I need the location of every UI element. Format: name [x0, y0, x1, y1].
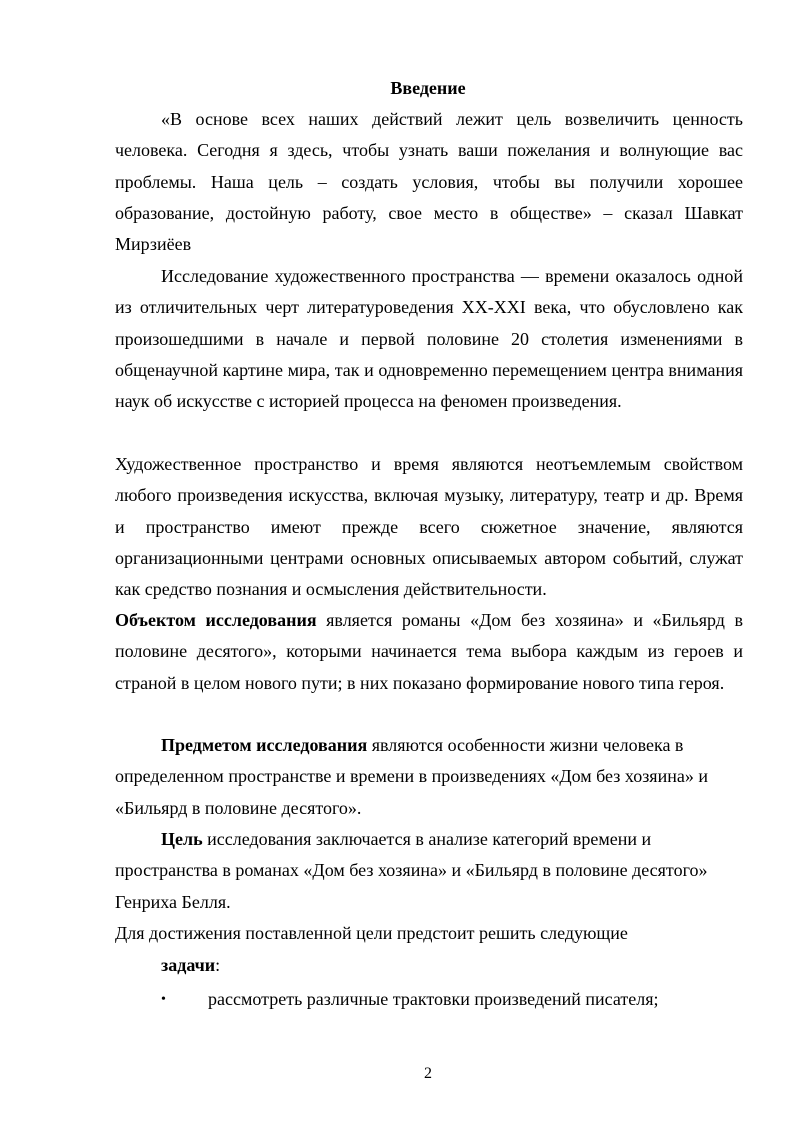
subject-paragraph: [115, 730, 743, 824]
tasks-colon: :: [215, 955, 221, 975]
tasks-label: задачи: [161, 955, 216, 975]
page-title: Введение: [390, 78, 466, 98]
intro-quote-paragraph: «В основе всех наших действий лежит цель возвеличить ценность человека. Сегодня я здесь, чтобы узнать ваши пожелания и волнующие вас проблемы. Наша цель – создать условия, чтобы вы получили хорошее образование, достойную работу, свое место в обществе» – сказал Шавкат Мирзиёев: [115, 109, 743, 255]
subject-label: Предметом исследования: [161, 735, 368, 755]
subject-text: являются особенности жизни человека в определенном пространстве и времени в произведениях «Дом без хозяина» и «Бильярд в половине десятого».: [115, 735, 708, 818]
object-label: Объектом исследования: [115, 610, 317, 630]
goal-label: Цель: [161, 829, 203, 849]
page-number: 2: [424, 1065, 432, 1082]
tasks-heading: [115, 950, 743, 981]
goal-paragraph: [115, 824, 743, 918]
goal-text: исследования заключается в анализе категорий времени и пространства в романах «Дом без хозяина» и «Бильярд в половине десятого» Генриха Белля.: [115, 829, 708, 912]
research-paragraph: Исследование художественного пространства — времени оказалось одной из отличительных черт литературоведения XX-XXI века, что обусловлено как произошедшими в начале и первой половине 20 столетия изменениями в общенаучной картине мира, так и одновременно перемещением центра внимания наук об искусстве с историей процесса на феномен произведения.: [115, 266, 743, 412]
object-text: является романы «Дом без хозяина» и «Бильярд в половине десятого», которыми начинается тема выбора каждым из героев и страной в целом нового пути; в них показано формирование нового типа героя.: [115, 610, 743, 693]
object-paragraph: [115, 605, 743, 699]
art-space-paragraph: Художественное пространство и время являются неотъемлемым свойством любого произведения искусства, включая музыку, литературу, театр и др. Время и пространство имеют прежде всего сюжетное значение, являются организационными центрами основных описываемых автором событий, служат как средство познания и осмысления действительности.: [115, 454, 743, 600]
tasks-intro-paragraph: Для достижения поставленной цели предстоит решить следующие: [115, 923, 628, 943]
list-item-text: рассмотреть различные трактовки произведений писателя;: [208, 989, 659, 1009]
bullet-icon: •: [161, 992, 166, 1007]
